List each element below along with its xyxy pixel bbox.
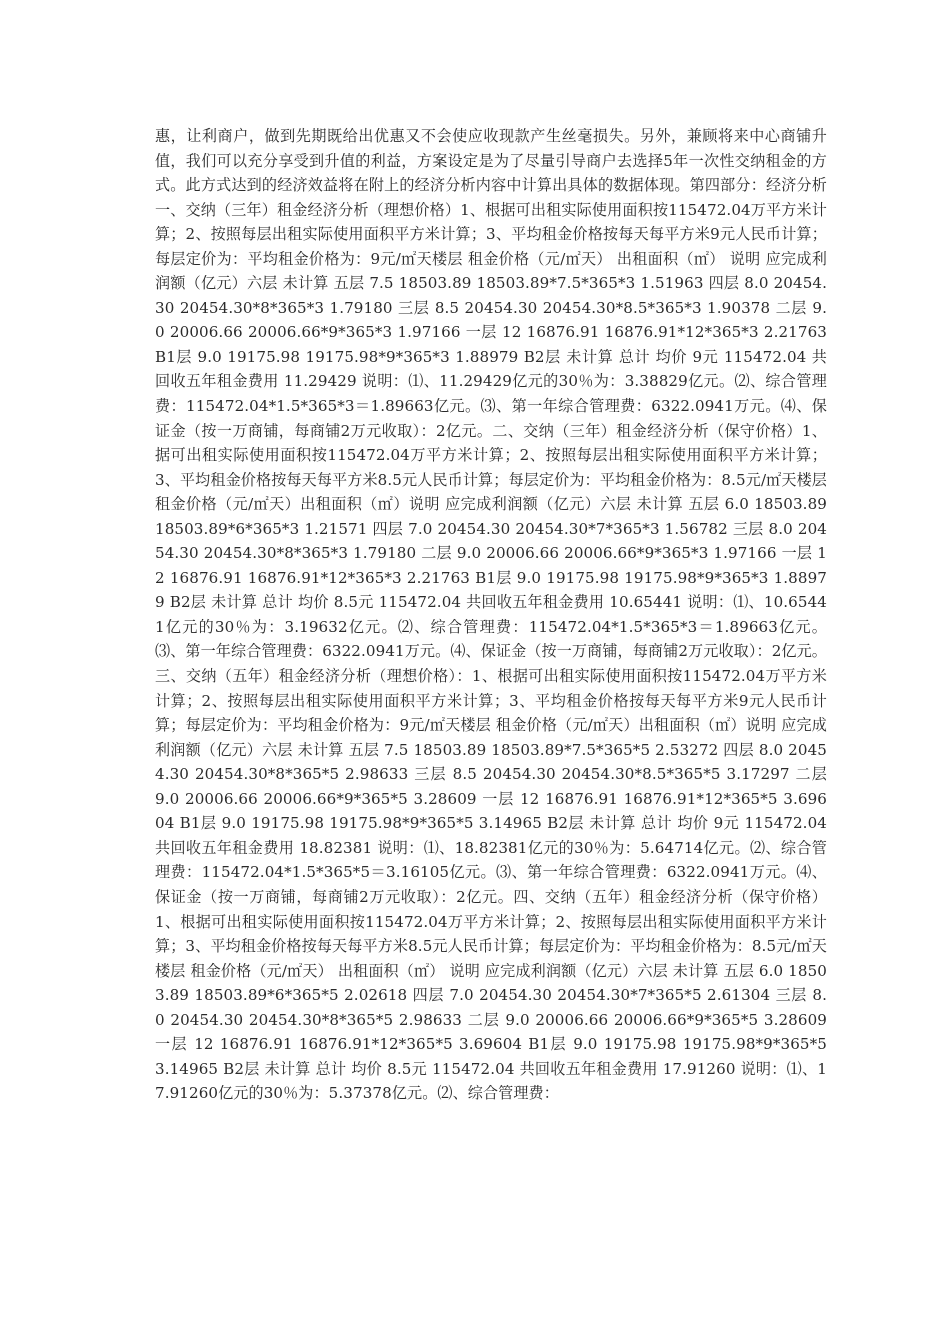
- document-page: [155, 124, 827, 1224]
- body-paragraph: 惠，让利商户，做到先期既给出优惠又不会使应收现款产生丝毫损失。另外，兼顾将来中心商铺升值，我们可以充分享受到升值的利益，方案设定是为了尽量引导商户去选择5年一次性交纳租金的方式。此方式达到的经济效益将在附上的经济分析内容中计算出具体的数据体现。第四部分：经济分析一、交纳（三年）租金经济分析（理想价格）1、根据可出租实际使用面积按115472.04万平方米计算；2、按照每层出租实际使用面积平方米计算；3、平均租金价格按每天每平方米9元人民币计算；每层定价为：平均租金价格为：9元/㎡天楼层 租金价格（元/㎡天） 出租面积（㎡） 说明 应完成利润额（亿元）六层 未计算 五层 7.5 18503.89 18503.89*7.5*365*3 1.51963 四层 8.0 20454.30 20454.30*8*365*3 1.79180 三层 8.5 20454.30 20454.30*8.5*365*3 1.90378 二层 9.0 20006.66 20006.66*9*365*3 1.97166 一层 12 16876.91 16876.91*12*365*3 2.21763 B1层 9.0 19175.98 19175.98*9*365*3 1.88979 B2层 未计算 总计 均价 9元 115472.04 共回收五年租金费用 11.29429 说明：⑴、11.29429亿元的30％为：3.38829亿元。⑵、综合管理费：115472.04*1.5*365*3＝1.89663亿元。⑶、第一年综合管理费：6322.0941万元。⑷、保证金（按一万商铺，每商铺2万元收取）：2亿元。二、交纳（三年）租金经济分析（保守价格）1、据可出租实际使用面积按115472.04万平方米计算；2、按照每层出租实际使用面积平方米计算；3、平均租金价格按每天每平方米8.5元人民币计算；每层定价为：平均租金价格为：8.5元/㎡天楼层 租金价格（元/㎡天）出租面积（㎡）说明 应完成利润额（亿元）六层 未计算 五层 6.0 18503.89 18503.89*6*365*3 1.21571 四层 7.0 20454.30 20454.30*7*365*3 1.56782 三层 8.0 20454.30 20454.30*8*365*3 1.79180 二层 9.0 20006.66 20006.66*9*365*3 1.97166 一层 12 16876.91 16876.91*12*365*3 2.21763 B1层 9.0 19175.98 19175.98*9*365*3 1.88979 B2层 未计算 总计 均价 8.5元 115472.04 共回收五年租金费用 10.65441 说明：⑴、10.65441亿元的30％为：3.19632亿元。⑵、综合管理费：115472.04*1.5*365*3＝1.89663亿元。⑶、第一年综合管理费：6322.0941万元。⑷、保证金（按一万商铺，每商铺2万元收取）：2亿元。三、交纳（五年）租金经济分析（理想价格）：1、根据可出租实际使用面积按115472.04万平方米计算；2、按照每层出租实际使用面积平方米计算；3、平均租金价格按每天每平方米9元人民币计算；每层定价为：平均租金价格为：9元/㎡天楼层 租金价格（元/㎡天）出租面积（㎡）说明 应完成利润额（亿元）六层 未计算 五层 7.5 18503.89 18503.89*7.5*365*5 2.53272 四层 8.0 20454.30 20454.30*8*365*5 2.98633 三层 8.5 20454.30 20454.30*8.5*365*5 3.17297 二层 9.0 20006.66 20006.66*9*365*5 3.28609 一层 12 16876.91 16876.91*12*365*5 3.69604 B1层 9.0 19175.98 19175.98*9*365*5 3.14965 B2层 未计算 总计 均价 9元 115472.04 共回收五年租金费用 18.82381 说明：⑴、18.82381亿元的30％为：5.64714亿元。⑵、综合管理费：115472.04*1.5*365*5＝3.16105亿元。⑶、第一年综合管理费：6322.0941万元。⑷、保证金（按一万商铺，每商铺2万元收取）：2亿元。四、交纳（五年）租金经济分析（保守价格）1、根据可出租实际使用面积按115472.04万平方米计算；2、按照每层出租实际使用面积平方米计算；3、平均租金价格按每天每平方米8.5元人民币计算；每层定价为：平均租金价格为：8.5元/㎡天楼层 租金价格（元/㎡天） 出租面积（㎡） 说明 应完成利润额（亿元）六层 未计算 五层 6.0 18503.89 18503.89*6*365*5 2.02618 四层 7.0 20454.30 20454.30*7*365*5 2.61304 三层 8.0 20454.30 20454.30*8*365*5 2.98633 二层 9.0 20006.66 20006.66*9*365*5 3.28609 一层 12 16876.91 16876.91*12*365*5 3.69604 B1层 9.0 19175.98 19175.98*9*365*5 3.14965 B2层 未计算 总计 均价 8.5元 115472.04 共回收五年租金费用 17.91260 说明：⑴、17.91260亿元的30％为：5.37378亿元。⑵、综合管理费：: [155, 127, 827, 1103]
